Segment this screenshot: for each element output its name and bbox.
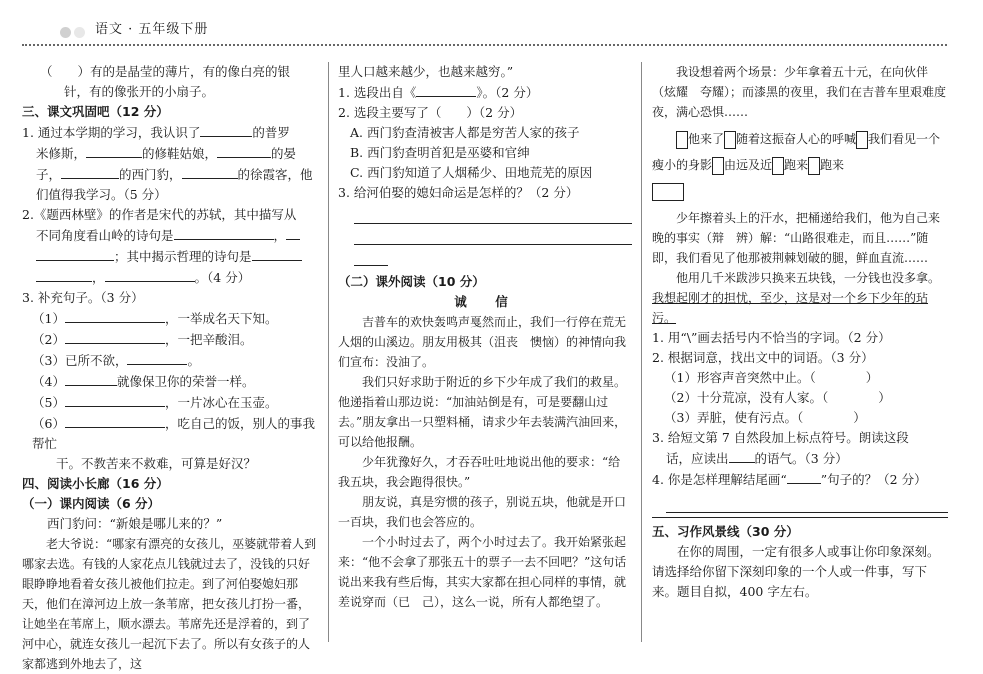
column-1 (22, 62, 320, 674)
answer-blank[interactable] (65, 308, 165, 323)
question-text: 子， (36, 167, 62, 182)
question-text: 话，应读出 (666, 451, 729, 466)
header-dots-icon (60, 22, 88, 41)
answer-line[interactable] (354, 205, 632, 224)
question-text: 。 (187, 353, 200, 368)
header-divider (22, 44, 947, 46)
passage-text: 跑来 (784, 158, 809, 172)
answer-blank[interactable] (127, 350, 187, 365)
answer-blank[interactable] (61, 164, 119, 179)
question-text: （3）弄脏，使有污点。（ ） (664, 410, 866, 425)
question-text: （3）已所不欲， (32, 353, 128, 368)
answer-line[interactable] (354, 247, 388, 266)
question-text: 2. 选段主要写了（ ）（2 分） (338, 105, 523, 120)
question-text: 的普罗 (252, 125, 290, 140)
question-text: ， (92, 270, 105, 285)
passage-text: 他来了 (688, 132, 725, 146)
answer-blank[interactable] (65, 371, 117, 386)
question-text: 》。（2 分） (476, 85, 539, 100)
answer-blank[interactable] (729, 448, 755, 463)
punctuation-box[interactable] (676, 131, 688, 149)
section-heading: 三、课文巩固吧（12 分） (22, 104, 169, 119)
question-text: （4） (32, 374, 65, 389)
passage-text: 随着这振奋人心的呼喊 (736, 132, 857, 146)
question-text: 4. 你是怎样理解结尾画“ (652, 472, 787, 487)
question-text: （2） (32, 332, 65, 347)
question-text: 的修鞋姑娘， (142, 146, 218, 161)
passage-text: 跑来 (820, 158, 845, 172)
option-b[interactable]: B. 西门豹查明首犯是巫婆和官绅 (350, 145, 530, 160)
question-text: 的徐霞客，他 (237, 167, 313, 182)
passage-text: 少年擦着头上的汗水，把桶递给我们，他为自己来晚的事实（辩 辨）解：“山路很难走，而且……”随即，我们看见了他那被荆棘划破的腿，鲜血直流…… (652, 211, 941, 265)
answer-blank[interactable] (416, 82, 476, 97)
passage-title: 诚 信 (454, 294, 516, 309)
answer-blank[interactable] (182, 164, 238, 179)
question-text: 1. 选段出自《 (338, 85, 417, 100)
question-text: 1. 通过本学期的学习，我认识了 (22, 125, 201, 140)
answer-blank[interactable] (86, 143, 142, 158)
punctuation-box[interactable] (652, 183, 684, 201)
passage-text: 我设想着两个场景：少年拿着五十元，在向伙伴（炫耀 夸耀）；而漆黑的夜里，我们在吉普车里艰难度夜，满心恐惧…… (652, 65, 947, 119)
column-divider (641, 62, 642, 642)
punctuation-box[interactable] (856, 131, 868, 149)
question-text: ，吃自己的饭，别人的事我帮忙 (32, 416, 315, 451)
passage-text: 老大爷说：“哪家有漂亮的女孩儿，巫婆就带着人到哪家去选。有钱的人家花点儿钱就过去了，没钱的只好眼睁睁地看着女孩儿被他们拉走。到了河伯娶媳妇那天，他们在漳河边上放一条苇席，把女孩儿打扮一番，让她坐在苇席上，顺水漂去。苇席先还是浮着的，到了河中心，就连女孩儿一起沉下去了。所以有女孩子的人家都逃到外地去了，这 (22, 537, 317, 671)
passage-text: 少年犹豫好久，才吞吞吐吐地说出他的要求：“给我五块，我会跑得很快。” (338, 455, 621, 489)
question-text: ，一把辛酸泪。 (164, 332, 253, 347)
answer-blank[interactable] (217, 143, 271, 158)
question-text: （2）十分荒凉，没有人家。（ ） (664, 390, 891, 405)
question-text: 1. 用“\”画去括号内不恰当的字词。（2 分） (652, 330, 891, 345)
answer-line[interactable] (666, 494, 948, 513)
question-text: ，一举成名天下知。 (164, 311, 278, 326)
answer-blank[interactable] (105, 267, 195, 282)
question-text: 3. 补充句子。（3 分） (22, 290, 144, 305)
question-text: 干。不教苦来不救难，可算是好汉？ (56, 456, 257, 471)
question-text: 2.《题西林壁》的作者是宋代的苏轼，其中描写从 (22, 207, 297, 222)
answer-blank[interactable] (200, 122, 252, 137)
passage-text: 吉普车的欢快轰鸣声戛然而止，我们一行停在荒无人烟的山溪边。朋友用极其（沮丧 懊恼）的神情向我们宣布：没油了。 (338, 315, 627, 369)
question-text: 3. 给短文第 7 自然段加上标点符号。朗读这段 (652, 430, 909, 445)
passage-text: 由远及近 (724, 158, 773, 172)
text-line: 针，有的像张开的小扇子。 (64, 84, 215, 99)
answer-blank[interactable] (36, 267, 92, 282)
section-heading: 四、阅读小长廊（16 分） (22, 476, 169, 491)
question-text: 就像保卫你的荣誉一样。 (116, 374, 255, 389)
writing-prompt: 在你的周围，一定有很多人或事让你印象深刻。请选择给你留下深刻印象的一个人或一件事，写下来。题目自拟，400 字左右。 (652, 544, 940, 599)
question-text: 3. 给河伯娶的媳妇命运是怎样的？（2 分） (338, 185, 579, 200)
passage-text: 西门豹问：“新娘是哪儿来的？” (47, 516, 223, 531)
answer-blank[interactable] (36, 246, 114, 261)
question-text: （1） (32, 311, 65, 326)
answer-blank[interactable] (252, 246, 302, 261)
section-heading: 五、习作风景线（30 分） (652, 524, 799, 539)
column-3 (652, 62, 948, 602)
subsection-heading: （二）课外阅读（10 分） (338, 274, 485, 289)
answer-blank[interactable] (65, 329, 165, 344)
underlined-sentence: 我想起刚才的担忧，至少，这是对一个乡下少年的玷污。 (652, 291, 929, 325)
punctuation-box[interactable] (772, 157, 784, 175)
punctuation-box[interactable] (808, 157, 820, 175)
answer-blank[interactable] (787, 469, 821, 484)
question-text: 米修斯， (36, 146, 87, 161)
answer-line[interactable] (354, 226, 632, 245)
question-text: 们值得我学习。（5 分） (36, 187, 167, 202)
question-text: 。（4 分） (194, 270, 251, 285)
punctuation-box[interactable] (724, 131, 736, 149)
punctuation-box[interactable] (712, 157, 724, 175)
question-text: （6） (32, 416, 65, 431)
question-text: ”句子的？（2 分） (820, 472, 927, 487)
question-text: （1）形容声音突然中止。（ ） (664, 370, 879, 385)
passage-text: 我们只好求助于附近的乡下少年成了我们的救星。他递指着山那边说：“加油站倒是有，可是要翻山过去。”朋友拿出一只塑料桶，请求少年去装满汽油回来，可以给他报酬。 (338, 375, 627, 449)
answer-blank[interactable] (65, 392, 165, 407)
question-text: 的西门豹， (119, 167, 182, 182)
question-text: ， (273, 228, 287, 243)
passage-text: 朋友说，真是穷惯的孩子，别说五块，他就是开口一百块，我们也会答应的。 (338, 495, 627, 529)
question-text: 2. 根据词意，找出文中的词语。（3 分） (652, 350, 874, 365)
option-a[interactable]: A. 西门豹查清被害人都是穷苦人家的孩子 (350, 125, 580, 140)
passage-text: 他用几千米跋涉只换来五块钱，一分钱也没多拿。 (676, 271, 941, 285)
answer-blank[interactable] (65, 413, 165, 428)
column-2 (338, 62, 632, 612)
column-divider (328, 62, 329, 642)
option-c[interactable]: C. 西门豹知道了人烟稀少、田地荒芜的原因 (350, 165, 593, 180)
answer-blank[interactable] (286, 225, 300, 240)
text-line: （ ）有的是晶莹的薄片，有的像白亮的银 (40, 64, 291, 79)
passage-text: 我们看见一个瘦小的身影 (652, 132, 941, 172)
question-text: 不同角度看山岭的诗句是 (36, 228, 174, 243)
subsection-heading: （一）课内阅读（6 分） (22, 496, 161, 511)
passage-text: 里人口越来越少，也越来越穷。” (338, 64, 514, 79)
passage-text: 一个小时过去了，两个小时过去了。我开始紧张起来：“他不会拿了那张五十的票子一去不回吧？”这句话说出来我有些后悔，其实大家都在担心同样的事情，就差说穿而（已 己），这么一说，所有人都绝望了。 (338, 535, 627, 609)
page-header (0, 0, 983, 46)
divider (652, 517, 948, 518)
question-text: （5） (32, 395, 65, 410)
question-text: ；其中揭示哲理的诗句是 (114, 249, 252, 264)
question-text: 的晏 (271, 146, 297, 161)
answer-blank[interactable] (174, 225, 274, 240)
question-text: 的语气。（3 分） (754, 451, 848, 466)
header-title: 语文 · 五年级下册 (95, 22, 209, 37)
question-text: ，一片冰心在玉壶。 (164, 395, 278, 410)
